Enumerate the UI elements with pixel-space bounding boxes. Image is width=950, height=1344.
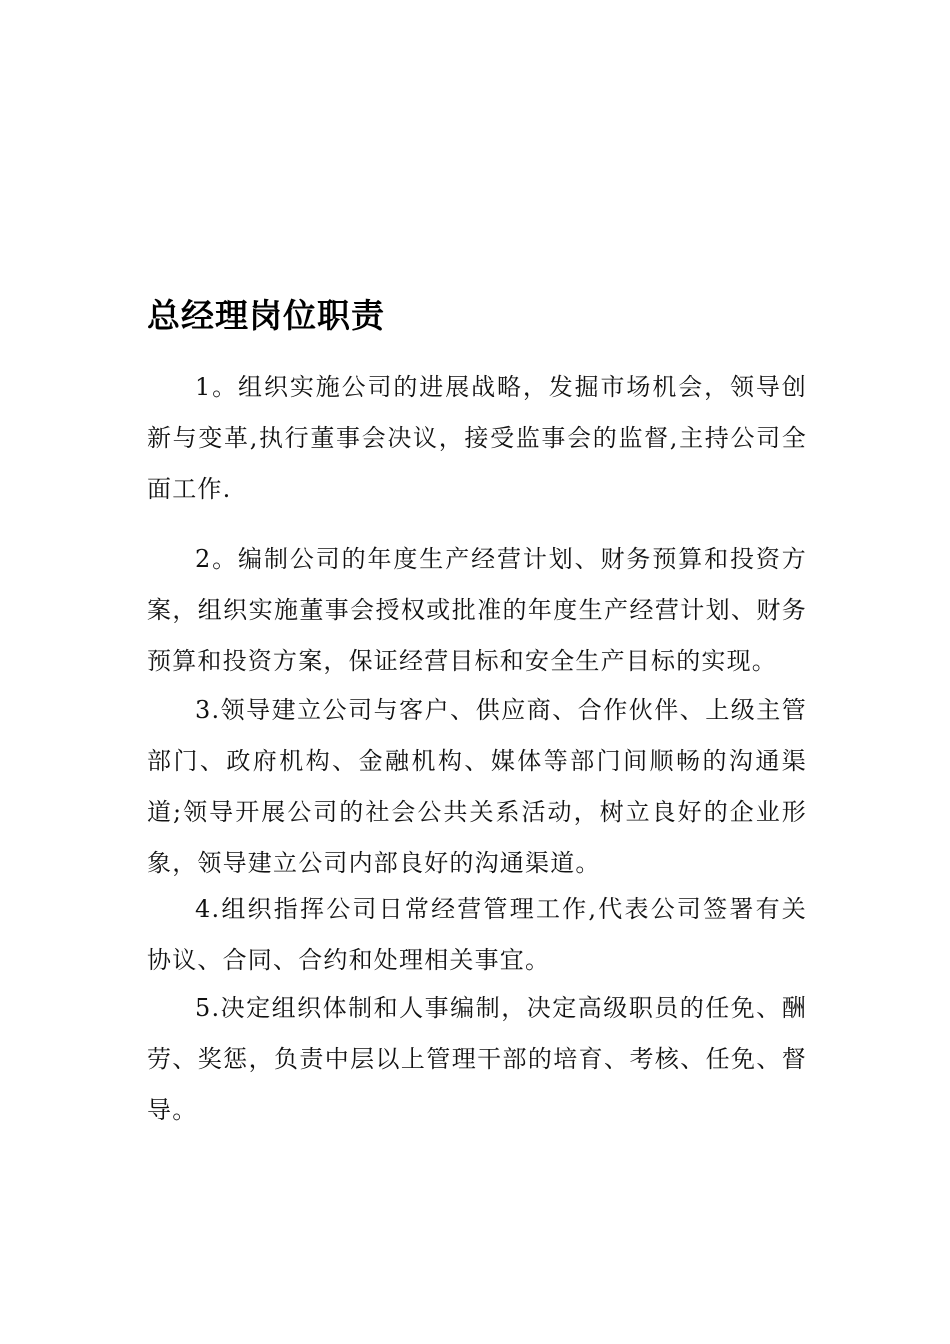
paragraph-4: 4.组织指挥公司日常经营管理工作,代表公司签署有关协议、合同、合约和处理相关事宜。 [147,895,807,974]
document-title: 总经理岗位职责 [147,296,385,335]
paragraph-2: 2。编制公司的年度生产经营计划、财务预算和投资方案，组织实施董事会授权或批准的年度生产经营计划、财务预算和投资方案，保证经营目标和安全生产目标的实现。 [147,545,807,675]
paragraph-3: 3.领导建立公司与客户、供应商、合作伙伴、上级主管部门、政府机构、金融机构、媒体等部门间顺畅的沟通渠道;领导开展公司的社会公共关系活动，树立良好的企业形象，领导建立公司内部良好的沟通渠道。 [147,696,807,877]
paragraph-1: 1。组织实施公司的进展战略，发掘市场机会，领导创新与变革,执行董事会决议，接受监事会的监督,主持公司全面工作. [147,373,807,503]
paragraph-5: 5.决定组织体制和人事编制，决定高级职员的任免、酬劳、奖惩，负责中层以上管理干部的培育、考核、任免、督导。 [147,994,807,1124]
